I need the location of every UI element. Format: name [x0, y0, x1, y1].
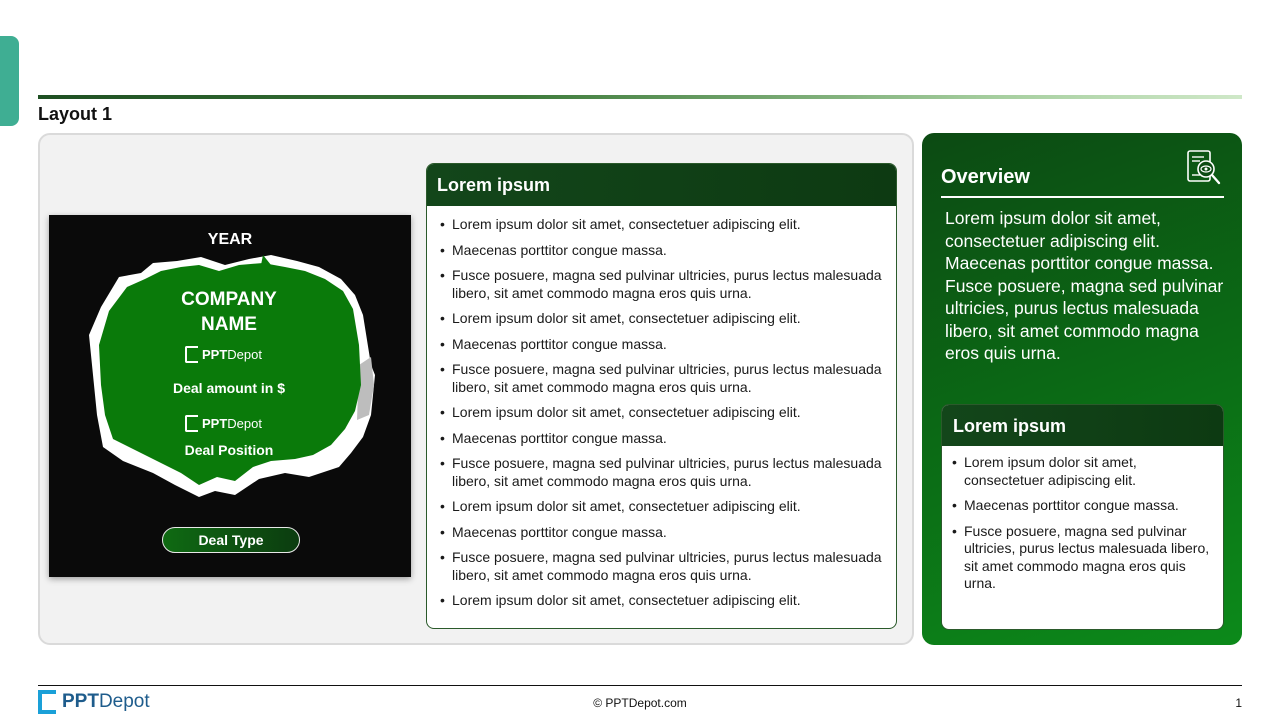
- footer-logo-light: Depot: [98, 691, 150, 712]
- logo-bold-text: PPT: [202, 415, 228, 431]
- list-item: • Fusce posuere, magna sed pulvinar ultricies, purus lectus malesuada libero, sit amet commodo magna eros quis urna.: [452, 267, 882, 302]
- list-item: • Maecenas porttitor congue massa.: [452, 336, 882, 354]
- list-item: • Lorem ipsum dolor sit amet, consectetuer adipiscing elit.: [452, 404, 882, 422]
- copyright-text: © PPTDepot.com: [593, 696, 687, 710]
- logo-light-text: Depot: [227, 346, 262, 362]
- list-item: • Maecenas porttitor congue massa.: [964, 497, 1211, 515]
- lorem-ipsum-box: [426, 163, 897, 629]
- pptdepot-logo-icon: [185, 415, 198, 432]
- pptdepot-logo-icon: [185, 346, 198, 363]
- list-item: • Lorem ipsum dolor sit amet, consectetuer adipiscing elit.: [452, 498, 882, 516]
- year-label: YEAR: [207, 231, 253, 248]
- box-title: Lorem ipsum: [427, 164, 896, 206]
- bullet-list: [427, 206, 896, 610]
- deal-amount-label: Deal amount in $: [172, 380, 286, 396]
- list-item: • Fusce posuere, magna sed pulvinar ultricies, purus lectus malesuada libero, sit amet commodo magna eros quis urna.: [452, 455, 882, 490]
- company-name-line1: COMPANY: [181, 289, 277, 310]
- footer-logo-bold: PPT: [62, 691, 99, 712]
- title-rule: [38, 95, 1242, 99]
- logo-bold-text: PPT: [202, 346, 228, 362]
- list-item: • Fusce posuere, magna sed pulvinar ultricies, purus lectus malesuada libero, sit amet commodo magna eros quis urna.: [452, 361, 882, 396]
- list-item: • Lorem ipsum dolor sit amet, consectetuer adipiscing elit.: [452, 310, 882, 328]
- deal-type-pill: Deal Type: [162, 527, 300, 553]
- pptdepot-logo: [185, 412, 285, 434]
- document-search-icon: [1186, 149, 1222, 187]
- list-item: • Fusce posuere, magna sed pulvinar ultricies, purus lectus malesuada libero, sit amet commodo magna eros quis urna.: [452, 549, 882, 584]
- list-item: • Fusce posuere, magna sed pulvinar ultricies, purus lectus malesuada libero, sit amet commodo magna eros quis urna.: [964, 523, 1211, 593]
- bullet-list: [942, 446, 1223, 593]
- logo-light-text: Depot: [227, 415, 262, 431]
- footer-rule: [38, 685, 1242, 686]
- torn-paper-graphic: [49, 215, 411, 577]
- page-number: 1: [1235, 696, 1242, 710]
- slide-title: Layout 1: [38, 104, 113, 124]
- overview-text: Lorem ipsum dolor sit amet, consectetuer adipiscing elit. Maecenas porttitor congue massa. Fusce posuere, magna sed pulvinar ultricies, purus lectus malesuada libero, sit amet commodo magna eros quis urna.: [945, 208, 1224, 363]
- list-item: • Maecenas porttitor congue massa.: [452, 524, 882, 542]
- deal-card: [49, 215, 411, 577]
- list-item: • Maecenas porttitor congue massa.: [452, 430, 882, 448]
- company-name: [129, 287, 329, 337]
- slide-accent-tab: [0, 36, 19, 126]
- deal-position-label: Deal Position: [184, 442, 274, 458]
- list-item: • Lorem ipsum dolor sit amet, consectetuer adipiscing elit.: [964, 454, 1211, 489]
- overview-rule: [941, 196, 1224, 198]
- list-item: • Lorem ipsum dolor sit amet, consectetuer adipiscing elit.: [452, 592, 882, 610]
- overview-title: Overview: [941, 166, 1030, 188]
- list-item: • Lorem ipsum dolor sit amet, consectetuer adipiscing elit.: [452, 216, 882, 234]
- pptdepot-logo: [185, 343, 285, 365]
- list-item: • Maecenas porttitor congue massa.: [452, 242, 882, 260]
- overview-lorem-box: [941, 404, 1224, 630]
- box-title: Lorem ipsum: [942, 405, 1223, 446]
- company-name-line2: NAME: [201, 314, 257, 335]
